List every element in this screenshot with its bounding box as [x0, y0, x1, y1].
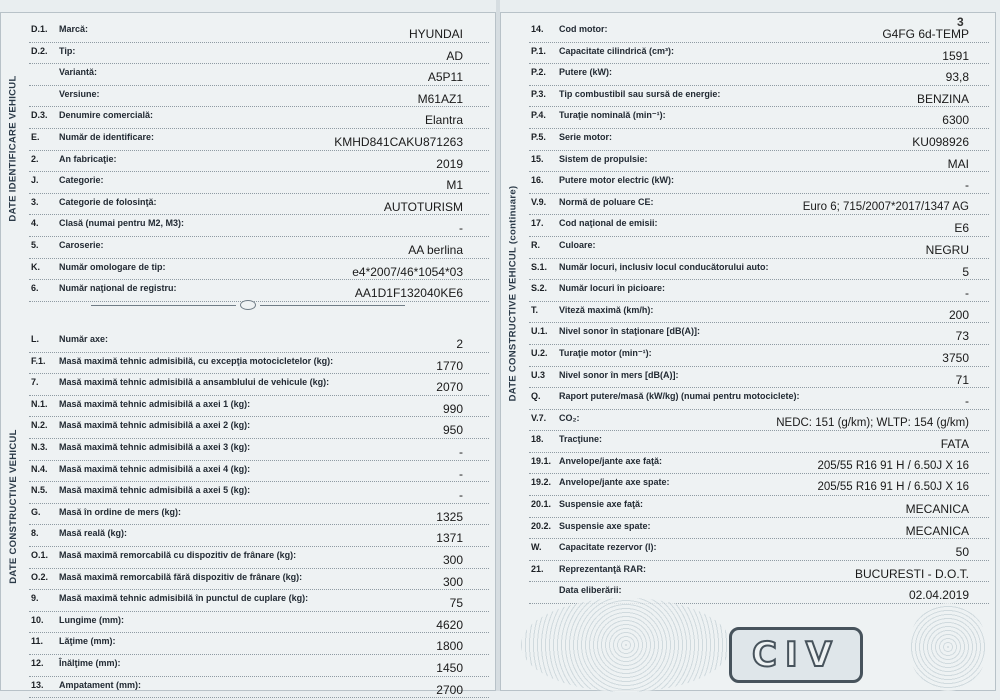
- field-label: Masă maximă tehnic admisibilă, cu excepţia motocicletelor (kg):: [59, 355, 334, 366]
- field-row: [529, 302, 989, 324]
- field-row: [529, 107, 989, 129]
- field-code: 13.: [31, 679, 44, 690]
- field-row: [529, 129, 989, 151]
- field-row: [29, 482, 489, 504]
- field-row: [29, 417, 489, 439]
- field-label: Normă de poluare CE:: [559, 196, 654, 207]
- field-code: P.3.: [531, 88, 546, 99]
- field-label: Serie motor:: [559, 131, 613, 142]
- field-label: Număr omologare de tip:: [59, 261, 166, 272]
- guilloche-seal-small: [909, 603, 987, 691]
- field-row: [29, 129, 489, 151]
- field-code: P.5.: [531, 131, 546, 142]
- field-row: [529, 172, 989, 194]
- field-code: 7.: [31, 377, 39, 388]
- field-row: [529, 453, 989, 475]
- field-value: 2: [456, 337, 463, 351]
- field-label: Capacitate cilindrică (cm³):: [559, 45, 675, 56]
- left-page: [0, 12, 496, 697]
- right-page: [500, 12, 996, 691]
- field-row: [29, 64, 489, 86]
- field-code: J.: [31, 175, 39, 186]
- field-value: 1591: [942, 48, 969, 63]
- field-value: -: [459, 444, 463, 459]
- field-code: D.3.: [31, 110, 48, 121]
- field-value: 50: [955, 545, 969, 560]
- field-label: Categorie de folosinţă:: [59, 196, 157, 207]
- field-value: 205/55 R16 91 H / 6.50J X 16: [817, 459, 969, 472]
- field-code: 20.2.: [531, 520, 552, 531]
- field-row: [529, 345, 989, 367]
- field-row: [29, 525, 489, 547]
- field-label: Masă maximă tehnic admisibilă a axei 4 (kg):: [59, 463, 251, 474]
- field-row: [529, 388, 989, 410]
- field-value: -: [459, 221, 463, 236]
- field-value: 93,8: [945, 70, 969, 85]
- field-label: Viteză maximă (km/h):: [559, 304, 654, 315]
- field-code: 10.: [31, 614, 44, 625]
- field-label: Masă reală (kg):: [59, 528, 128, 539]
- field-value: 2019: [436, 156, 463, 171]
- field-label: Sistem de propulsie:: [559, 153, 648, 164]
- field-row: [529, 64, 989, 86]
- field-label: Clasă (numai pentru M2, M3):: [59, 218, 185, 229]
- construction-rows-continued: [529, 21, 989, 604]
- field-row: [29, 590, 489, 612]
- field-label: Suspensie axe spate:: [559, 520, 651, 531]
- field-row: [29, 461, 489, 483]
- field-code: 15.: [531, 153, 544, 164]
- field-row: [29, 151, 489, 173]
- field-code: N.5.: [31, 485, 48, 496]
- field-code: 20.1.: [531, 499, 552, 510]
- field-row: [529, 323, 989, 345]
- field-row: [29, 237, 489, 259]
- field-value: 1325: [436, 509, 463, 524]
- field-value: G4FG 6d-TEMP: [882, 27, 969, 41]
- field-value: BENZINA: [916, 91, 969, 106]
- field-value: AA1D1F132040KE6: [354, 286, 463, 301]
- field-label: Masă maximă remorcabilă cu dispozitiv de frânare (kg):: [59, 549, 297, 560]
- field-label: Număr locuri, inclusiv locul conducătorului auto:: [559, 261, 769, 272]
- field-code: 19.1.: [531, 455, 552, 466]
- field-label: Putere (kW):: [559, 67, 613, 78]
- field-row: [29, 504, 489, 526]
- field-code: D.2.: [31, 45, 48, 56]
- field-row: [529, 259, 989, 281]
- field-label: Masă în ordine de mers (kg):: [59, 506, 182, 517]
- field-row: [29, 655, 489, 677]
- field-label: Variantă:: [59, 67, 98, 78]
- field-row: [529, 194, 989, 216]
- field-label: Masă maximă tehnic admisibilă a axei 1 (kg):: [59, 398, 251, 409]
- field-value: 1770: [436, 358, 463, 373]
- ornament-divider: [91, 299, 405, 311]
- field-value: 1371: [436, 531, 463, 546]
- field-value: MECANICA: [905, 523, 969, 538]
- field-label: Nivel sonor în mers [dB(A)]:: [559, 369, 679, 380]
- field-value: AUTOTURISM: [383, 199, 463, 214]
- field-label: Masă maximă tehnic admisibilă a axei 3 (kg):: [59, 441, 251, 452]
- field-label: Lungime (mm):: [59, 614, 124, 625]
- field-code: N.2.: [31, 420, 48, 431]
- field-code: P.1.: [531, 45, 546, 56]
- field-row: [529, 431, 989, 453]
- field-value: BUCURESTI - D.O.T.: [854, 566, 969, 581]
- field-value: NEDC: 151 (g/km); WLTP: 154 (g/km): [776, 416, 969, 429]
- field-code: D.1.: [31, 24, 48, 34]
- field-label: Caroserie:: [59, 239, 104, 250]
- field-label: Suspensie axe faţă:: [559, 499, 644, 510]
- field-code: U.3: [531, 369, 546, 380]
- field-label: Anvelope/jante axe spate:: [559, 477, 670, 488]
- field-code: 11.: [31, 636, 44, 647]
- field-value: 75: [449, 596, 463, 611]
- field-row: [529, 43, 989, 65]
- field-code: O.1.: [31, 549, 49, 560]
- construction-rows: [29, 331, 489, 698]
- field-value: e4*2007/46*1054*03: [352, 264, 463, 279]
- field-row: [529, 561, 989, 583]
- field-label: Tracţiune:: [559, 434, 603, 445]
- field-code: G.: [31, 506, 41, 517]
- field-value: 300: [442, 574, 463, 589]
- field-value: KU098926: [912, 134, 969, 149]
- field-code: 16.: [531, 175, 544, 186]
- page-mark: 3: [957, 15, 964, 29]
- field-value: 3750: [942, 350, 969, 365]
- field-value: A5P11: [427, 70, 463, 85]
- field-label: Tip combustibil sau sursă de energie:: [559, 88, 721, 99]
- field-row: [529, 151, 989, 173]
- field-row: [29, 612, 489, 634]
- field-label: Număr de identificare:: [59, 131, 155, 142]
- field-label: CO₂:: [559, 412, 580, 423]
- field-label: Putere motor electric (kW):: [559, 175, 675, 186]
- field-label: Număr naţional de registru:: [59, 283, 177, 294]
- field-value: -: [965, 178, 969, 193]
- field-label: Capacitate rezervor (l):: [559, 542, 657, 553]
- field-code: E.: [31, 131, 40, 142]
- field-value: 71: [955, 372, 969, 387]
- field-label: Denumire comercială:: [59, 110, 154, 121]
- field-row: [29, 107, 489, 129]
- field-row: [529, 21, 989, 43]
- field-label: Lăţime (mm):: [59, 636, 116, 647]
- field-code: 4.: [31, 218, 39, 229]
- field-code: V.7.: [531, 412, 547, 423]
- field-code: 18.: [531, 434, 544, 445]
- field-code: K.: [31, 261, 40, 272]
- field-label: Turaţie nominală (min⁻¹):: [559, 110, 666, 121]
- field-value: NEGRU: [925, 242, 969, 257]
- field-value: Elantra: [424, 113, 463, 128]
- field-row: [29, 331, 489, 353]
- field-label: Culoare:: [559, 239, 596, 250]
- field-label: Categorie:: [59, 175, 104, 186]
- field-code: P.2.: [531, 67, 546, 78]
- field-row: [529, 215, 989, 237]
- field-code: P.4.: [531, 110, 546, 121]
- field-label: An fabricaţie:: [59, 153, 117, 164]
- field-row: [29, 215, 489, 237]
- section-label-construction-continued: DATE CONSTRUCTIVE VEHICUL (continuare): [507, 185, 519, 401]
- field-code: O.2.: [31, 571, 49, 582]
- field-code: 17.: [531, 218, 544, 229]
- field-value: -: [459, 488, 463, 503]
- field-code: 21.: [531, 563, 544, 574]
- field-value: E6: [954, 221, 969, 236]
- field-code: L.: [31, 334, 39, 344]
- field-label: Reprezentanţă RAR:: [559, 563, 647, 574]
- field-value: 2070: [436, 380, 463, 395]
- field-row: [29, 172, 489, 194]
- field-row: [29, 569, 489, 591]
- field-code: 2.: [31, 153, 39, 164]
- field-label: Raport putere/masă (kW/kg) (numai pentru motociclete):: [559, 391, 800, 402]
- field-value: 73: [955, 329, 969, 344]
- field-code: 14.: [531, 24, 544, 34]
- field-label: Turaţie motor (min⁻¹):: [559, 347, 652, 358]
- field-row: [29, 677, 489, 699]
- field-label: Masă maximă remorcabilă fără dispozitiv de frânare (kg):: [59, 571, 303, 582]
- field-label: Ampatament (mm):: [59, 679, 142, 690]
- field-code: 6.: [31, 283, 39, 294]
- field-value: 950: [442, 423, 463, 438]
- field-value: 300: [442, 552, 463, 567]
- field-code: 8.: [31, 528, 39, 539]
- field-row: [529, 86, 989, 108]
- field-label: Cod naţional de emisii:: [559, 218, 658, 229]
- field-code: N.1.: [31, 398, 48, 409]
- field-row: [29, 633, 489, 655]
- field-label: Număr axe:: [59, 334, 109, 344]
- section-label-identification: DATE IDENTIFICARE VEHICUL: [7, 74, 19, 222]
- field-value: M61AZ1: [417, 91, 463, 106]
- field-value: 2700: [436, 682, 463, 697]
- section-label-construction: DATE CONSTRUCTIVE VEHICUL: [7, 428, 19, 584]
- field-code: F.1.: [31, 355, 46, 366]
- field-code: N.4.: [31, 463, 48, 474]
- field-code: V.9.: [531, 196, 547, 207]
- field-row: [529, 518, 989, 540]
- field-label: Număr locuri în picioare:: [559, 283, 666, 294]
- field-value: 4620: [436, 617, 463, 632]
- field-label: Înălţime (mm):: [59, 657, 121, 668]
- field-row: [29, 21, 489, 43]
- field-row: [529, 367, 989, 389]
- field-row: [29, 194, 489, 216]
- field-label: Tip:: [59, 45, 76, 56]
- field-code: R.: [531, 239, 540, 250]
- field-row: [529, 539, 989, 561]
- field-label: Masă maximă tehnic admisibilă a ansamblului de vehicule (kg):: [59, 377, 330, 388]
- field-code: W.: [531, 542, 542, 553]
- field-value: MECANICA: [905, 502, 969, 517]
- field-value: FATA: [940, 437, 969, 452]
- field-row: [29, 43, 489, 65]
- field-value: AA berlina: [408, 242, 463, 257]
- field-value: AD: [446, 48, 463, 63]
- field-label: Marcă:: [59, 24, 89, 34]
- civ-logo: CIV: [729, 627, 863, 683]
- field-row: [529, 410, 989, 432]
- field-value: 6300: [942, 113, 969, 128]
- field-code: S.2.: [531, 283, 548, 294]
- field-value: MAI: [947, 156, 969, 171]
- field-row: [529, 280, 989, 302]
- field-row: [529, 474, 989, 496]
- field-row: [29, 86, 489, 108]
- field-value: 5: [962, 264, 969, 279]
- field-value: 200: [948, 307, 969, 322]
- field-code: 9.: [31, 593, 39, 604]
- field-code: T.: [531, 304, 539, 315]
- field-value: KMHD841CAKU871263: [334, 134, 463, 149]
- field-row: [529, 496, 989, 518]
- field-value: 1450: [436, 660, 463, 675]
- field-code: N.3.: [31, 441, 48, 452]
- field-code: 5.: [31, 239, 39, 250]
- field-value: 205/55 R16 91 H / 6.50J X 16: [817, 481, 969, 494]
- field-code: 3.: [31, 196, 39, 207]
- field-value: -: [965, 286, 969, 301]
- field-label: Versiune:: [59, 88, 100, 99]
- field-row: [29, 374, 489, 396]
- field-value: HYUNDAI: [408, 27, 463, 41]
- field-value: -: [459, 466, 463, 481]
- field-value: 02.04.2019: [908, 588, 969, 603]
- field-row: [529, 237, 989, 259]
- identification-rows: [29, 21, 489, 302]
- field-value: Euro 6; 715/2007*2017/1347 AG: [802, 200, 969, 213]
- field-label: Masă maximă tehnic admisibilă a axei 5 (kg):: [59, 485, 251, 496]
- field-value: 1800: [436, 639, 463, 654]
- guilloche-seal: [521, 598, 731, 692]
- field-row: [29, 439, 489, 461]
- field-row: [29, 259, 489, 281]
- field-row: [29, 353, 489, 375]
- field-label: Masă maximă tehnic admisibilă în punctul de cuplare (kg):: [59, 593, 309, 604]
- field-code: Q.: [531, 391, 541, 402]
- field-value: 990: [442, 401, 463, 416]
- field-code: 19.2.: [531, 477, 552, 488]
- field-label: Masă maximă tehnic admisibilă a axei 2 (kg):: [59, 420, 251, 431]
- field-label: Data eliberării:: [559, 585, 622, 596]
- field-value: -: [965, 394, 969, 409]
- field-value: M1: [446, 178, 463, 193]
- field-code: U.2.: [531, 347, 548, 358]
- field-code: 12.: [31, 657, 44, 668]
- field-code: U.1.: [531, 326, 548, 337]
- field-row: [29, 547, 489, 569]
- field-label: Cod motor:: [559, 24, 608, 34]
- field-row: [29, 396, 489, 418]
- field-label: Nivel sonor în staţionare [dB(A)]:: [559, 326, 701, 337]
- field-code: S.1.: [531, 261, 548, 272]
- field-label: Anvelope/jante axe faţă:: [559, 455, 663, 466]
